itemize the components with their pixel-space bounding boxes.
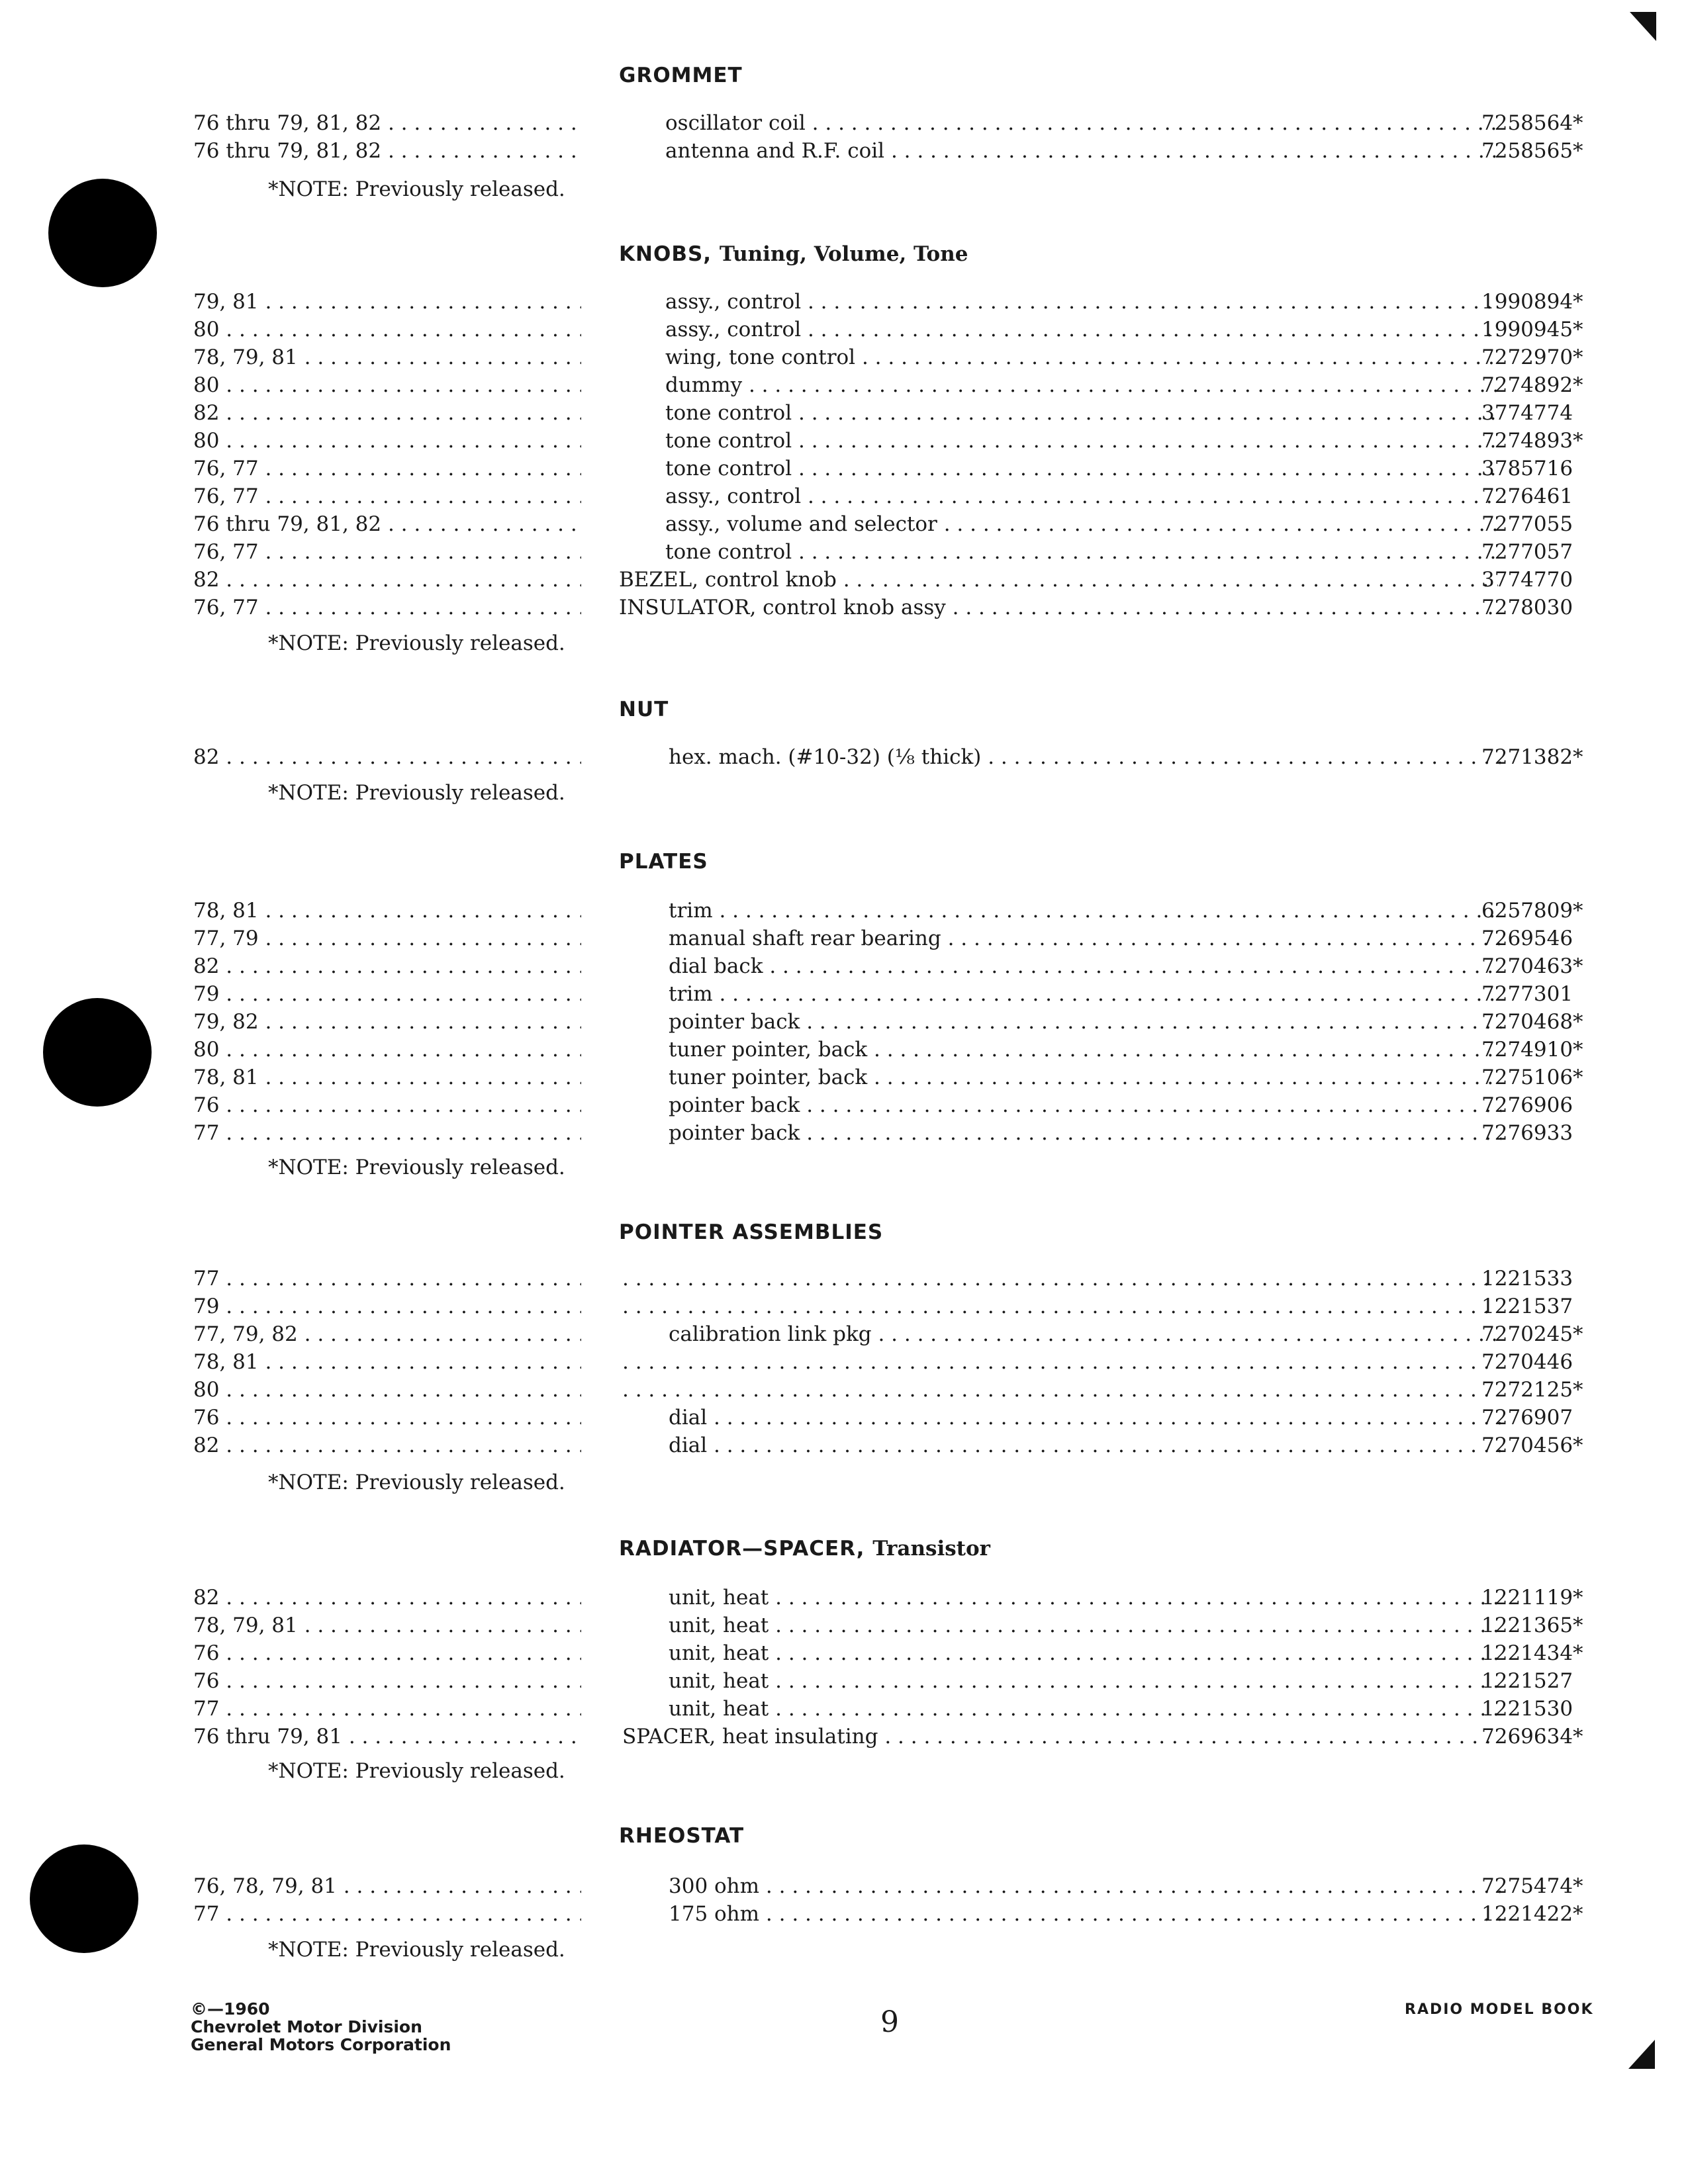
part-description: [622, 1267, 1498, 1291]
section-title-radiator-spacer: [619, 1537, 990, 1561]
model-numbers: 76 . . .: [193, 1669, 581, 1693]
part-description: SPACER, heat insulating . . .: [622, 1725, 1498, 1749]
model-numbers: 79, 81 . . .: [193, 290, 581, 314]
part-number: 1990945*: [1481, 318, 1583, 341]
table-row: [0, 1586, 1688, 1614]
table-row: [0, 1066, 1688, 1093]
part-description: tuner pointer, back . . .: [669, 1038, 1501, 1062]
part-description: wing, tone control . . .: [665, 345, 1498, 369]
part-number: 7274910*: [1481, 1038, 1583, 1062]
part-description: tone control . . .: [665, 401, 1498, 425]
part-number: 1221119*: [1481, 1586, 1583, 1610]
table-row: [0, 1093, 1688, 1121]
model-numbers: 82 . . .: [193, 745, 581, 769]
model-numbers: 80 . . .: [193, 373, 581, 397]
table-row: [0, 1614, 1688, 1641]
table-row: [0, 1350, 1688, 1378]
table-row: [0, 1038, 1688, 1066]
model-numbers: 82 . . .: [193, 1433, 581, 1457]
table-row: [0, 373, 1688, 401]
section-title-rheostat: [619, 1824, 744, 1848]
part-description: BEZEL, control knob . . .: [619, 568, 1498, 592]
corner-mark-bottom-right: [1628, 2040, 1655, 2069]
table-row: [0, 111, 1688, 139]
table-row: [0, 1697, 1688, 1725]
part-description: oscillator coil . . .: [665, 111, 1498, 135]
model-numbers: 82 . . .: [193, 401, 581, 425]
part-description: assy., control . . .: [665, 290, 1498, 314]
model-numbers: 76, 77 . . .: [193, 484, 581, 508]
corner-mark-top-right: [1630, 12, 1656, 41]
model-numbers: 77 . . .: [193, 1121, 581, 1145]
model-numbers: 79 . . .: [193, 982, 581, 1006]
part-number: 7276461: [1481, 484, 1573, 508]
table-row: [0, 1010, 1688, 1038]
part-description: tone control . . .: [665, 429, 1498, 453]
part-description: assy., volume and selector . . .: [665, 512, 1498, 536]
part-description: INSULATOR, control knob assy . . .: [619, 596, 1498, 619]
section-title-nut: [619, 698, 669, 721]
part-description: tuner pointer, back . . .: [669, 1066, 1501, 1089]
section-title-plates: [619, 850, 708, 874]
model-numbers: 80 . . .: [193, 1038, 581, 1062]
model-numbers: 77, 79 . . .: [193, 927, 581, 950]
table-row: [0, 318, 1688, 345]
model-numbers: 76 . . .: [193, 1093, 581, 1117]
table-row: [0, 745, 1688, 773]
part-description: dial back . . .: [669, 954, 1501, 978]
model-numbers: 76 thru 79, 81 . . .: [193, 1725, 581, 1749]
part-number: 7258564*: [1481, 111, 1583, 135]
part-description: assy., control . . .: [665, 484, 1498, 508]
model-numbers: 77 . . .: [193, 1267, 581, 1291]
table-row: [0, 484, 1688, 512]
table-row: [0, 1322, 1688, 1350]
model-numbers: 76 thru 79, 81, 82 . . .: [193, 512, 581, 536]
section-note: *NOTE: Previously released.: [268, 177, 565, 201]
table-row: [0, 512, 1688, 540]
section-note: *NOTE: Previously released.: [268, 1938, 565, 1962]
model-numbers: 82 . . .: [193, 1586, 581, 1610]
section-title-pointer-assemblies: [619, 1220, 883, 1244]
model-numbers: 76, 77 . . .: [193, 540, 581, 564]
table-row: [0, 1725, 1688, 1752]
table-row: [0, 1295, 1688, 1322]
table-row: [0, 1641, 1688, 1669]
model-numbers: 77, 79, 82 . . .: [193, 1322, 581, 1346]
model-numbers: 76, 78, 79, 81 . . .: [193, 1874, 581, 1898]
part-number: 1221537: [1481, 1295, 1573, 1318]
part-number: 1221434*: [1481, 1641, 1583, 1665]
part-description: assy., control . . .: [665, 318, 1498, 341]
part-number: 7272970*: [1481, 345, 1583, 369]
part-number: 7269546: [1481, 927, 1573, 950]
section-subtitle: Tuning, Volume, Tone: [719, 242, 968, 266]
section-title-text: KNOBS,: [619, 242, 712, 266]
section-title-text: NUT: [619, 698, 669, 721]
table-row: [0, 401, 1688, 429]
model-numbers: 76 . . .: [193, 1641, 581, 1665]
part-number: 7275474*: [1481, 1874, 1583, 1898]
section-note: *NOTE: Previously released.: [268, 1156, 565, 1179]
table-row: [0, 1433, 1688, 1461]
footer-copyright-block: [191, 2000, 451, 2054]
part-number: 7276906: [1481, 1093, 1573, 1117]
table-row: [0, 457, 1688, 484]
table-row: [0, 954, 1688, 982]
section-note: *NOTE: Previously released.: [268, 631, 565, 655]
section-note: *NOTE: Previously released.: [268, 1759, 565, 1783]
part-number: 7277301: [1481, 982, 1573, 1006]
table-row: [0, 899, 1688, 927]
model-numbers: 76, 77 . . .: [193, 457, 581, 480]
part-number: 1221365*: [1481, 1614, 1583, 1637]
part-description: tone control . . .: [665, 540, 1498, 564]
part-description: antenna and R.F. coil . . .: [665, 139, 1498, 163]
part-number: 3774770: [1481, 568, 1573, 592]
model-numbers: 80 . . .: [193, 318, 581, 341]
table-row: [0, 1267, 1688, 1295]
section-title-text: RADIATOR—SPACER,: [619, 1537, 865, 1561]
table-row: [0, 139, 1688, 167]
table-row: [0, 1121, 1688, 1149]
table-row: [0, 1874, 1688, 1902]
part-description: dial . . .: [669, 1433, 1501, 1457]
part-description: [622, 1295, 1498, 1318]
part-description: hex. mach. (#10-32) (⅛ thick) . . .: [669, 745, 1501, 769]
model-numbers: 79, 82 . . .: [193, 1010, 581, 1034]
part-description: pointer back . . .: [669, 1010, 1501, 1034]
section-note: *NOTE: Previously released.: [268, 781, 565, 805]
table-row: [0, 982, 1688, 1010]
part-number: 7271382*: [1481, 745, 1583, 769]
part-description: pointer back . . .: [669, 1093, 1501, 1117]
model-numbers: 76 . . .: [193, 1406, 581, 1430]
part-description: [622, 1350, 1498, 1374]
table-row: [0, 1378, 1688, 1406]
section-title-text: POINTER ASSEMBLIES: [619, 1220, 884, 1244]
part-number: 7274892*: [1481, 373, 1583, 397]
part-number: 7272125*: [1481, 1378, 1583, 1402]
part-number: 3774774: [1481, 401, 1573, 425]
part-number: 7277057: [1481, 540, 1573, 564]
division-line: Chevrolet Motor Division: [191, 2017, 422, 2036]
part-description: unit, heat . . .: [669, 1614, 1501, 1637]
model-numbers: 80 . . .: [193, 429, 581, 453]
model-numbers: 78, 79, 81 . . .: [193, 1614, 581, 1637]
part-number: 7276907: [1481, 1406, 1573, 1430]
section-title-text: RHEOSTAT: [619, 1824, 745, 1848]
model-numbers: 82 . . .: [193, 954, 581, 978]
part-number: 7270463*: [1481, 954, 1583, 978]
table-row: [0, 290, 1688, 318]
part-number: 3785716: [1481, 457, 1573, 480]
part-description: trim . . .: [669, 899, 1501, 923]
book-title: RADIO MODEL BOOK: [1405, 2001, 1594, 2018]
model-numbers: 80 . . .: [193, 1378, 581, 1402]
part-description: dial . . .: [669, 1406, 1501, 1430]
table-row: [0, 1902, 1688, 1930]
model-numbers: 82 . . .: [193, 568, 581, 592]
section-title-knobs: [619, 242, 968, 266]
part-description: unit, heat . . .: [669, 1697, 1501, 1721]
section-title-grommet: [619, 64, 743, 87]
part-description: pointer back . . .: [669, 1121, 1501, 1145]
table-row: [0, 568, 1688, 596]
section-title-text: PLATES: [619, 850, 708, 874]
part-number: 7269634*: [1481, 1725, 1583, 1749]
table-row: [0, 429, 1688, 457]
model-numbers: 76 thru 79, 81, 82 . . .: [193, 139, 581, 163]
part-number: 7270245*: [1481, 1322, 1583, 1346]
part-description: tone control . . .: [665, 457, 1498, 480]
part-description: unit, heat . . .: [669, 1669, 1501, 1693]
model-numbers: 79 . . .: [193, 1295, 581, 1318]
model-numbers: 78, 79, 81 . . .: [193, 345, 581, 369]
part-number: 7275106*: [1481, 1066, 1583, 1089]
part-number: 6257809*: [1481, 899, 1583, 923]
part-number: 7277055: [1481, 512, 1573, 536]
copyright-line: ©—1960: [191, 1999, 270, 2019]
part-number: 7276933: [1481, 1121, 1573, 1145]
model-numbers: 78, 81 . . .: [193, 1350, 581, 1374]
model-numbers: 78, 81 . . .: [193, 899, 581, 923]
part-number: 7270456*: [1481, 1433, 1583, 1457]
part-description: calibration link pkg . . .: [669, 1322, 1501, 1346]
table-row: [0, 596, 1688, 623]
section-subtitle: Transistor: [872, 1537, 991, 1561]
part-description: manual shaft rear bearing . . .: [669, 927, 1501, 950]
model-numbers: 76, 77 . . .: [193, 596, 581, 619]
model-numbers: 78, 81 . . .: [193, 1066, 581, 1089]
table-row: [0, 345, 1688, 373]
part-number: 1221422*: [1481, 1902, 1583, 1926]
part-description: unit, heat . . .: [669, 1641, 1501, 1665]
binder-hole-top: [48, 179, 157, 287]
table-row: [0, 1406, 1688, 1433]
part-number: 7258565*: [1481, 139, 1583, 163]
model-numbers: 77 . . .: [193, 1902, 581, 1926]
part-number: 1221530: [1481, 1697, 1573, 1721]
page-number: 9: [880, 2005, 899, 2039]
part-description: 175 ohm . . .: [669, 1902, 1501, 1926]
section-note: *NOTE: Previously released.: [268, 1471, 565, 1494]
corporation-line: General Motors Corporation: [191, 2035, 451, 2054]
part-description: 300 ohm . . .: [669, 1874, 1501, 1898]
model-numbers: 76 thru 79, 81, 82 . . .: [193, 111, 581, 135]
part-number: 7270468*: [1481, 1010, 1583, 1034]
part-number: 7274893*: [1481, 429, 1583, 453]
part-description: unit, heat . . .: [669, 1586, 1501, 1610]
table-row: [0, 1669, 1688, 1697]
table-row: [0, 540, 1688, 568]
part-number: 7278030: [1481, 596, 1573, 619]
part-description: dummy . . .: [665, 373, 1498, 397]
part-number: 7270446: [1481, 1350, 1573, 1374]
section-title-text: GROMMET: [619, 64, 743, 87]
model-numbers: 77 . . .: [193, 1697, 581, 1721]
part-number: 1221533: [1481, 1267, 1573, 1291]
part-description: trim . . .: [669, 982, 1501, 1006]
table-row: [0, 927, 1688, 954]
part-description: [622, 1378, 1498, 1402]
part-number: 1221527: [1481, 1669, 1573, 1693]
part-number: 1990894*: [1481, 290, 1583, 314]
